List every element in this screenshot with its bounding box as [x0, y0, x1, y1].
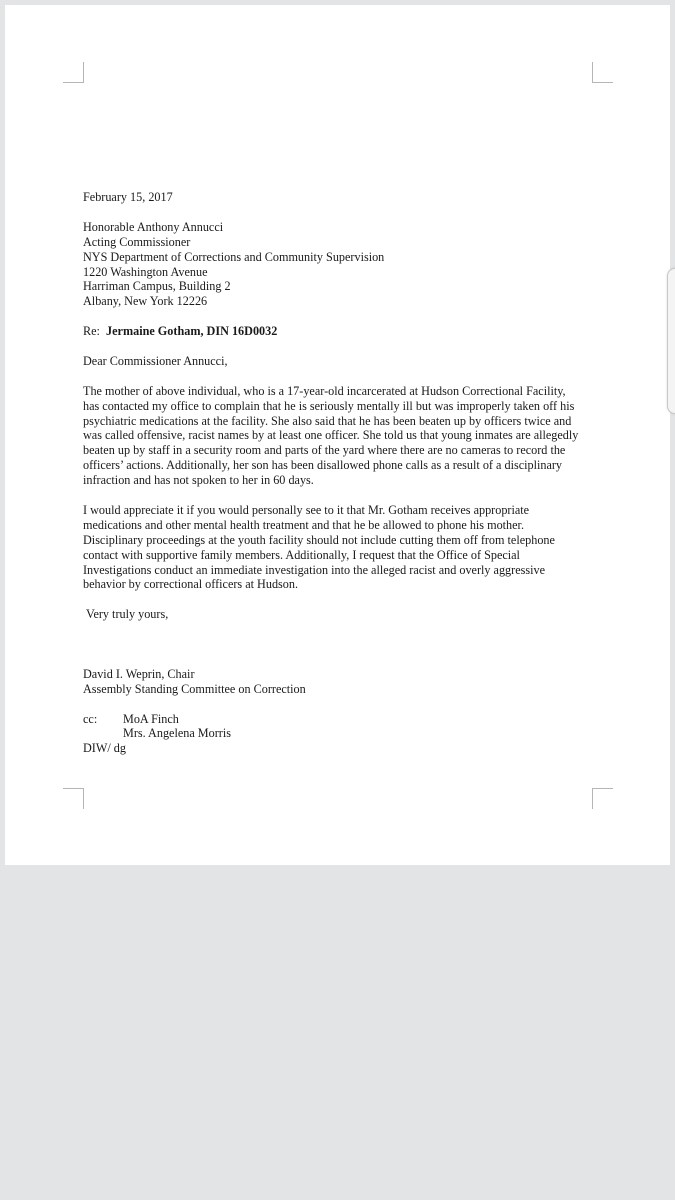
recipient-line: Albany, New York 12226	[83, 294, 208, 309]
letter-body	[83, 190, 603, 756]
paragraph-line: has contacted my office to complain that he is seriously mentally ill but was improperly taken off his	[83, 398, 575, 413]
paragraph-line: The mother of above individual, who is a 17-year-old incarcerated at Hudson Correctional Facility,	[83, 383, 566, 398]
paragraph-line: beaten up by staff in a security room and parts of the yard where there are no cameras to record the	[83, 443, 566, 458]
crop-mark-bottom-right	[592, 788, 613, 809]
paragraph-line: officers’ actions. Additionally, her son has been disallowed phone calls as a result of a disciplinary	[83, 458, 563, 473]
crop-mark-bottom-left	[63, 788, 84, 809]
cc-name: Mrs. Angelena Morris	[123, 726, 231, 741]
paragraph-line: medications and other mental health treatment and that he be allowed to phone his mother.	[83, 517, 524, 532]
subject-text: Jermaine Gotham, DIN 16D0032	[106, 324, 278, 339]
letter-date: February 15, 2017	[83, 190, 173, 204]
crop-mark-top-left	[63, 62, 84, 83]
cc-block	[83, 712, 603, 742]
recipient-line: Harriman Campus, Building 2	[83, 279, 231, 294]
signer-title: Assembly Standing Committee on Correction	[83, 681, 306, 696]
subject-line	[83, 324, 603, 339]
document-page	[5, 5, 670, 865]
cc-label: cc:	[83, 711, 98, 726]
recipient-address	[83, 220, 603, 309]
paragraph-2	[83, 503, 603, 592]
salutation: Dear Commissioner Annucci,	[83, 353, 228, 368]
paragraph-line: I would appreciate it if you would personally see to it that Mr. Gotham receives appropriate	[83, 502, 530, 517]
subject-label: Re:	[83, 324, 100, 339]
cc-name: MoA Finch	[123, 711, 179, 726]
paragraph-line: Disciplinary proceedings at the youth facility should not include cutting them off from telephone	[83, 532, 555, 547]
paragraph-line: behavior by correctional officers at Hudson.	[83, 577, 299, 592]
recipient-line: Honorable Anthony Annucci	[83, 219, 224, 234]
paragraph-line: was called offensive, racist names by at least one officer. She told us that young inmates are allegedly	[83, 428, 579, 443]
recipient-line: 1220 Washington Avenue	[83, 264, 208, 279]
paragraph-line: infraction and has not spoken to her in 60 days.	[83, 473, 314, 488]
signer-name: David I. Weprin, Chair	[83, 666, 195, 681]
paragraph-1	[83, 384, 603, 488]
recipient-line: Acting Commissioner	[83, 234, 191, 249]
paragraph-line: psychiatric medications at the facility. She also said that he has been beaten up by officers twice and	[83, 413, 572, 428]
paragraph-line: Investigations conduct an immediate investigation into the alleged racist and overly aggressive	[83, 562, 545, 577]
scroll-handle[interactable]	[667, 268, 675, 414]
closing: Very truly yours,	[86, 607, 169, 622]
paragraph-line: contact with supportive family members. Additionally, I request that the Office of Special	[83, 547, 520, 562]
recipient-line: NYS Department of Corrections and Community Supervision	[83, 249, 385, 264]
crop-mark-top-right	[592, 62, 613, 83]
reference-initials: DIW/ dg	[83, 741, 126, 756]
